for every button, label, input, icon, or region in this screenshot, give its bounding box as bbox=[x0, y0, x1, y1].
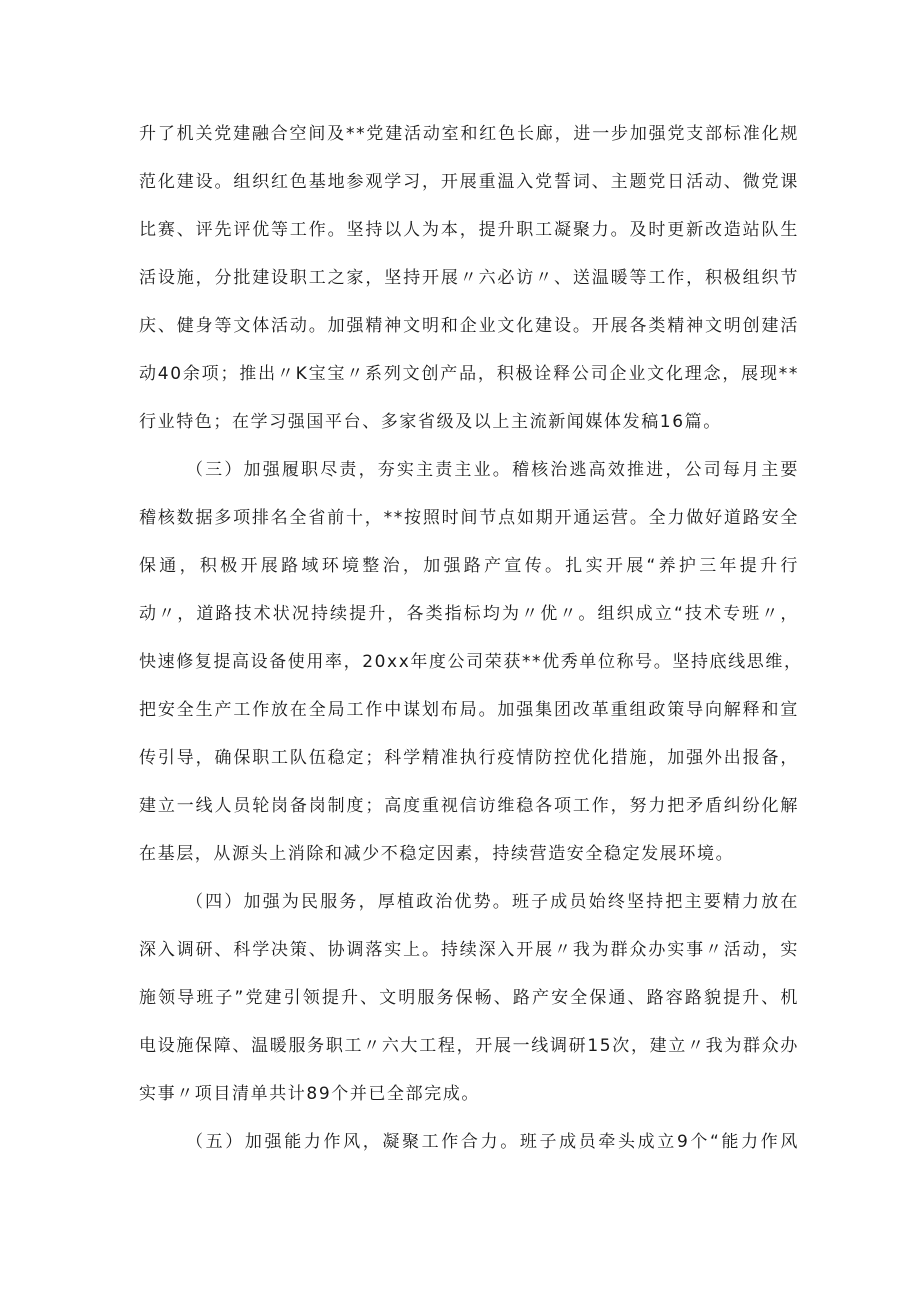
text-line: 快速修复提高设备使用率，20xx年度公司荣获**优秀单位称号。坚持底线思维， bbox=[139, 652, 803, 672]
text-line: 建立一线人员轮岗备岗制度；高度重视信访维稳各项工作，努力把矛盾纠纷化解 bbox=[139, 796, 799, 816]
text-line: 行业特色；在学习强国平台、多家省级及以上主流新闻媒体发稿16篇。 bbox=[139, 412, 722, 432]
text-line: 庆、健身等文体活动。加强精神文明和企业文化建设。开展各类精神文明创建活 bbox=[139, 316, 799, 336]
text-line: 在基层，从源头上消除和减少不稳定因素，持续营造安全稳定发展环境。 bbox=[139, 844, 735, 864]
text-line: 传引导，确保职工队伍稳定；科学精准执行疫情防控优化措施，加强外出报备， bbox=[139, 748, 799, 768]
text-line: 施领导班子”党建引领提升、文明服务保畅、路产安全保通、路容路貌提升、机 bbox=[139, 988, 799, 1008]
text-line: 活设施，分批建设职工之家，坚持开展〃六必访〃、送温暖等工作，积极组织节 bbox=[139, 268, 799, 288]
text-line: 升了机关党建融合空间及**党建活动室和红色长廊，进一步加强党支部标准化规 bbox=[139, 124, 799, 144]
text-line: 稽核数据多项排名全省前十，**按照时间节点如期开通运营。全力做好道路安全 bbox=[139, 508, 799, 528]
text-line: 深入调研、科学决策、协调落实上。持续深入开展〃我为群众办实事〃活动，实 bbox=[139, 940, 799, 960]
paragraph-heading-3: （三）加强履职尽责，夯实主责主业。稽核治逃高效推进，公司每月主要 bbox=[186, 460, 799, 480]
text-line: 实事〃项目清单共计89个并已全部完成。 bbox=[139, 1084, 481, 1104]
text-line: 把安全生产工作放在全局工作中谋划布局。加强集团改革重组政策导向解释和宣 bbox=[139, 700, 799, 720]
paragraph-heading-4: （四）加强为民服务，厚植政治优势。班子成员始终坚持把主要精力放在 bbox=[186, 892, 799, 912]
text-line: 电设施保障、温暖服务职工〃六大工程，开展一线调研15次，建立〃我为群众办 bbox=[139, 1036, 799, 1056]
paragraph-heading-5: （五）加强能力作风，凝聚工作合力。班子成员牵头成立9个“能力作风 bbox=[186, 1132, 799, 1152]
text-line: 范化建设。组织红色基地参观学习，开展重温入党誓词、主题党日活动、微党课 bbox=[139, 172, 799, 192]
text-line: 保通，积极开展路域环境整治，加强路产宣传。扎实开展“养护三年提升行 bbox=[139, 556, 799, 576]
text-line: 动40余项；推出〃K宝宝〃系列文创产品，积极诠释公司企业文化理念，展现** bbox=[139, 364, 799, 384]
text-line: 比赛、评先评优等工作。坚持以人为本，提升职工凝聚力。及时更新改造站队生 bbox=[139, 220, 799, 240]
text-line: 动〃，道路技术状况持续提升，各类指标均为〃优〃。组织成立“技术专班〃， bbox=[139, 604, 799, 624]
